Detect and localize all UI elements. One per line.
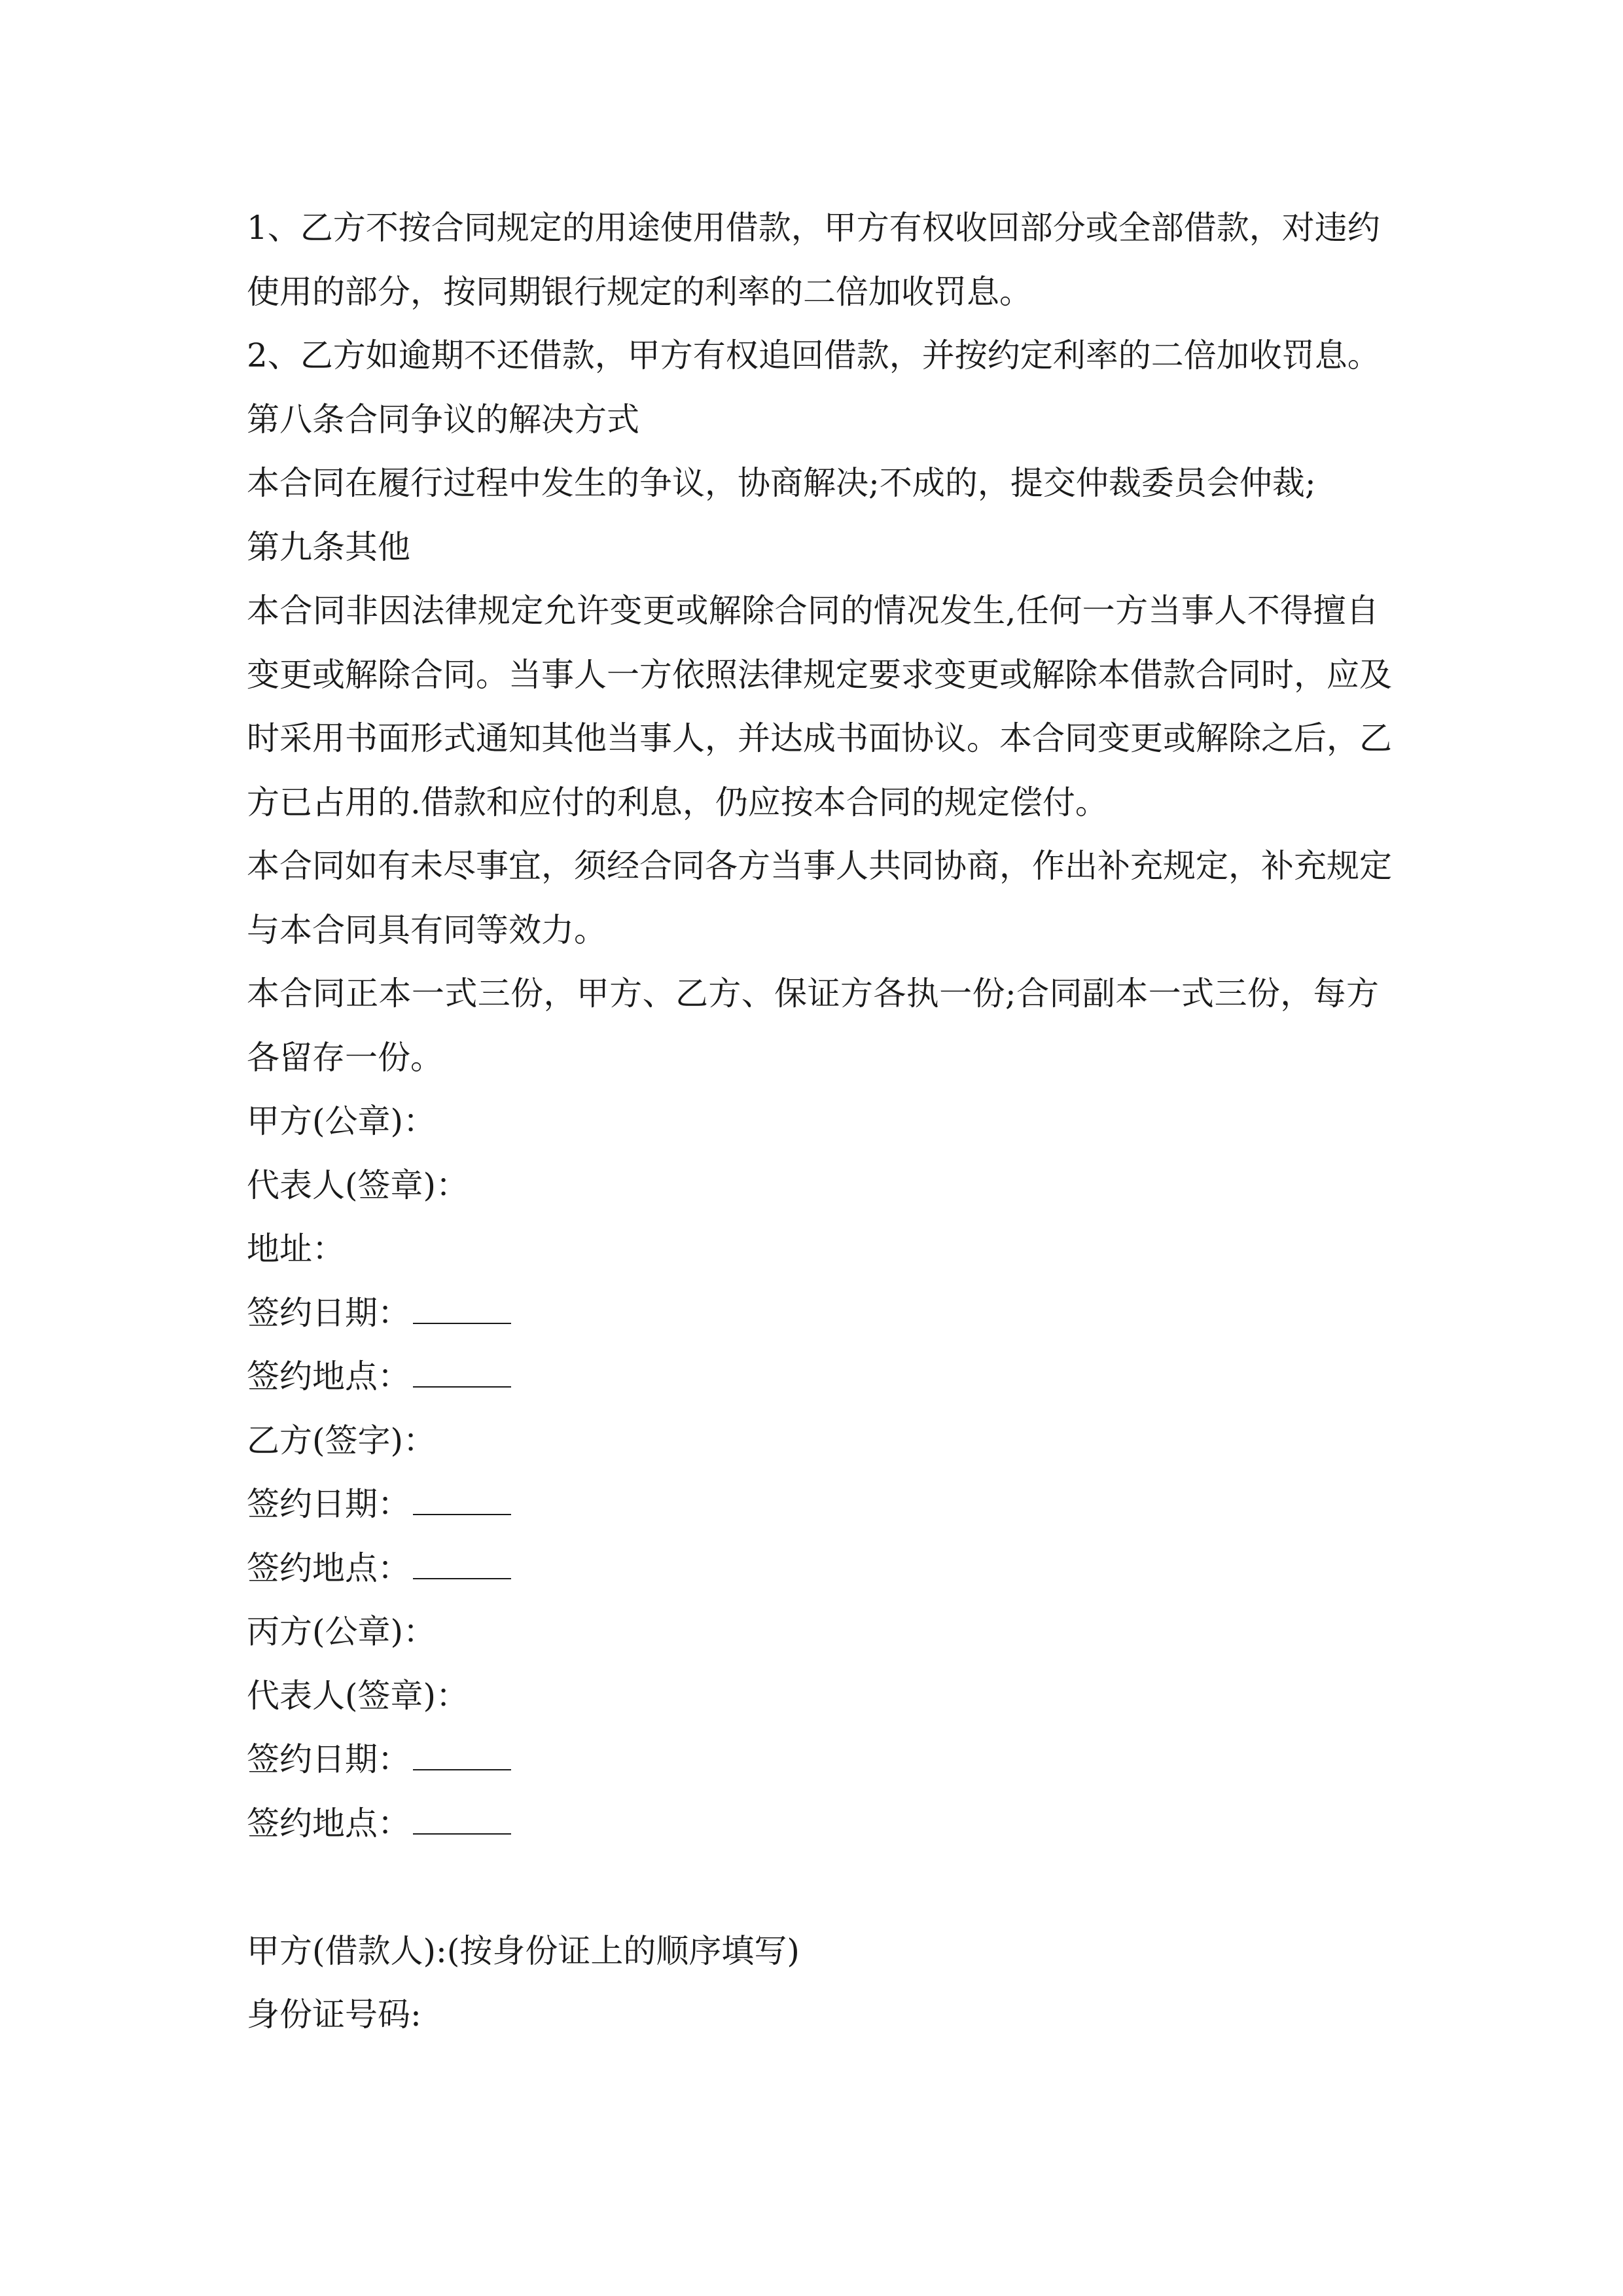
clause-1-line-1: 1、乙方不按合同规定的用途使用借款，甲方有权收回部分或全部借款，对违约 [247,209,1380,247]
article-9-p1-line-4: 方已占用的.借款和应付的利息，仍应按本合同的规定偿付。 [247,783,1108,821]
article-9-paragraph-2 [247,834,1392,962]
party-b-date-row [247,1473,1379,1537]
party-a-place-blank[interactable] [413,1360,511,1388]
clause-1-line-2: 使用的部分，按同期银行规定的利率的二倍加收罚息。 [247,272,1032,311]
article-9-p2-line-1: 本合同如有未尽事宜，须经合同各方当事人共同协商，作出补充规定，补充规定 [247,847,1392,885]
party-b-date-label: 签约日期： [247,1485,410,1523]
party-a-date-blank[interactable] [413,1297,511,1324]
article-9-p3-line-1: 本合同正本一式三份，甲方、乙方、保证方各执一份;合同副本一式三份，每方 [247,975,1379,1013]
party-b-place-row [247,1537,1379,1601]
party-b-place-label: 签约地点： [247,1549,410,1587]
article-8-title: 第八条合同争议的解决方式 [247,400,639,439]
article-9-p1-line-2: 变更或解除合同。当事人一方依照法律规定要求变更或解除本借款合同时，应及 [247,655,1392,694]
party-a-date-row [247,1282,1379,1346]
article-8-body: 本合同在履行过程中发生的争议，协商解决;不成的，提交仲裁委员会仲裁; [247,464,1316,502]
party-b-date-blank[interactable] [413,1488,511,1515]
party-c-place-blank[interactable] [413,1807,511,1835]
party-b-place-blank[interactable] [413,1552,511,1579]
party-c-date-label: 签约日期： [247,1740,410,1778]
article-9-p2-line-2: 与本合同具有同等效力。 [247,910,607,949]
party-a-representative: 代表人(签章)： [247,1166,469,1204]
article-9-p1-line-1: 本合同非因法律规定允许变更或解除合同的情况发生,任何一方当事人不得擅自 [247,592,1379,630]
clause-1 [247,196,1379,324]
article-9-p3-line-2: 各留存一份。 [247,1038,443,1077]
article-9-paragraph-1 [247,579,1392,834]
party-c-date-row [247,1728,1379,1792]
article-9-p1-line-3: 时采用书面形式通知其他当事人，并达成书面协议。本合同变更或解除之后，乙 [247,719,1392,757]
party-a-seal: 甲方(公章)： [247,1102,437,1140]
party-c-seal: 丙方(公章)： [247,1613,437,1651]
party-c-date-blank[interactable] [413,1743,511,1770]
party-a-address: 地址： [247,1230,345,1268]
clause-2: 2、乙方如逾期不还借款，甲方有权追回借款，并按约定利率的二倍加收罚息。 [247,336,1380,374]
section-spacer [247,1856,1379,1920]
party-a-place-label: 签约地点： [247,1357,410,1395]
article-9-paragraph-3 [247,962,1379,1090]
party-c-place-label: 签约地点： [247,1804,410,1842]
party-a-date-label: 签约日期： [247,1293,410,1332]
party-c-representative: 代表人(签章)： [247,1676,469,1715]
borrower-heading: 甲方(借款人):(按身份证上的顺序填写) [247,1931,800,1970]
party-b-signature: 乙方(签字)： [247,1421,437,1460]
party-c-place-row [247,1792,1379,1856]
party-a-place-row [247,1345,1379,1409]
document-body [247,196,1392,2047]
id-number-label: 身份证号码: [247,1996,421,2034]
article-9-title: 第九条其他 [247,528,410,566]
